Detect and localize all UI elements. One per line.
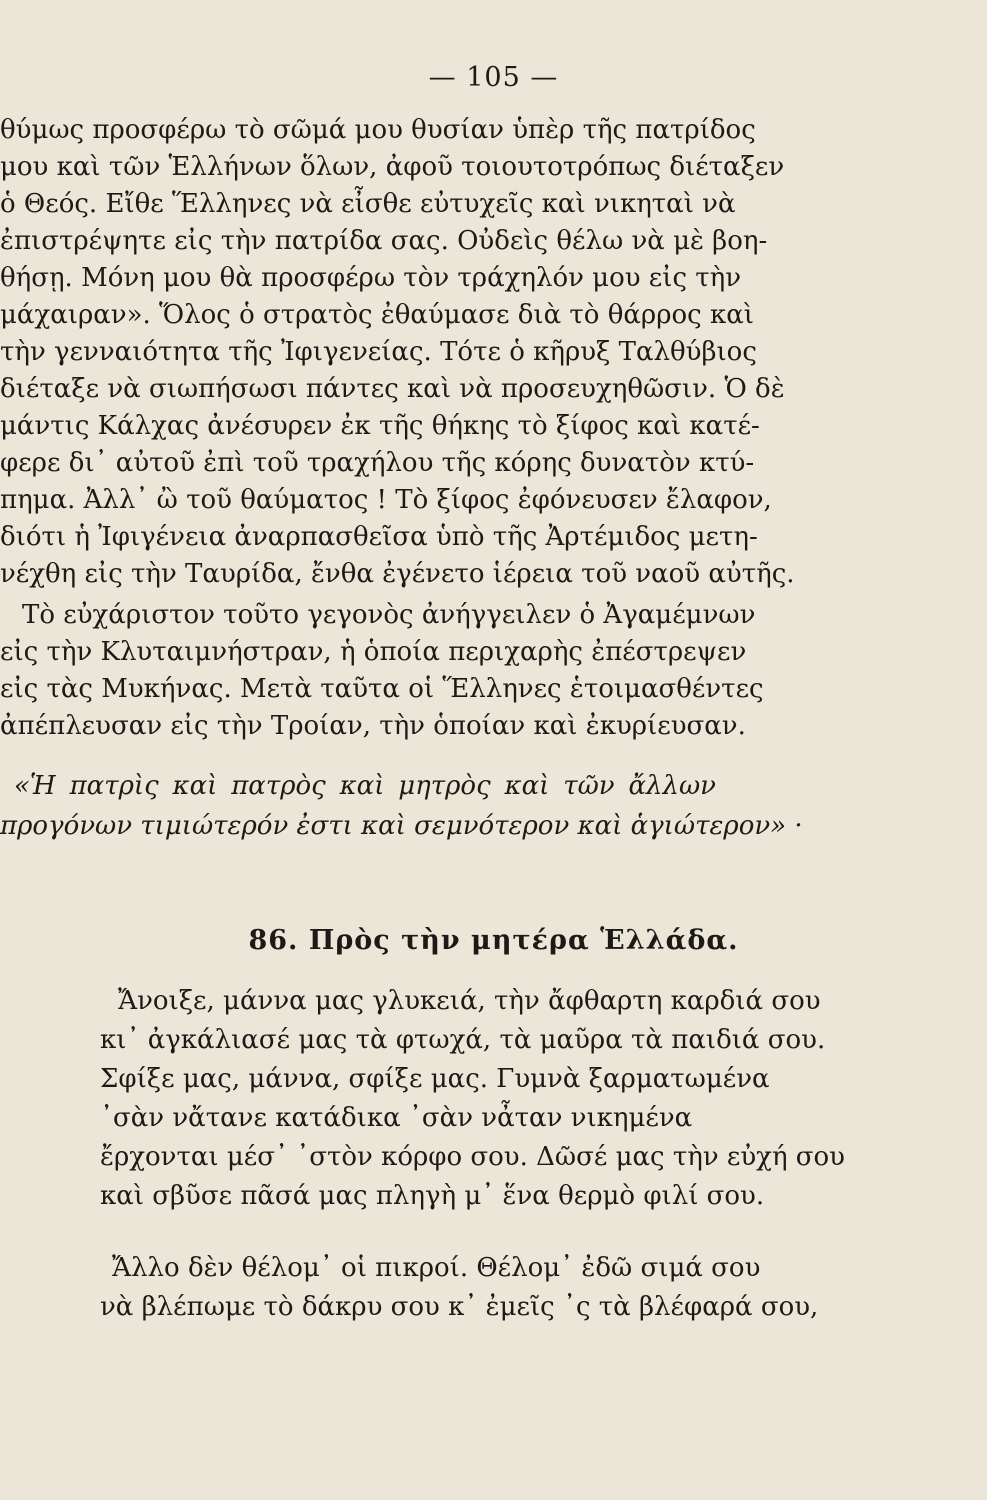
section-heading: 86. Πρὸς τὴν μητέρα Ἑλλάδα.: [248, 925, 739, 956]
poem-line: νὰ βλέπωμε τὸ δάκρυ σου κ᾽ ἐμεῖς ᾽ς τὰ βλέφαρά σου,: [100, 1292, 819, 1322]
prose-line: μου καὶ τῶν Ἑλλήνων ὅλων, ἀφοῦ τοιουτοτρόπως διέταξεν: [0, 152, 785, 182]
prose-line: Τὸ εὐχάριστον τοῦτο γεγονὸς ἀνήγγειλεν ὁ Ἀγαμέμνων: [22, 600, 756, 630]
prose-line: θήσῃ. Μόνη μου θὰ προσφέρω τὸν τράχηλόν μου εἰς τὴν: [0, 263, 742, 293]
prose-line: μάντις Κάλχας ἀνέσυρεν ἐκ τῆς θήκης τὸ ξίφος καὶ κατέ-: [0, 411, 760, 441]
poem-line: ἔρχονται μέσ᾽ ᾽στὸν κόρφο σου. Δῶσέ μας τὴν εὐχή σου: [100, 1142, 845, 1172]
quote-line: «Ἡ πατρὶς καὶ πατρὸς καὶ μητρὸς καὶ τῶν ἄλλων: [14, 771, 716, 801]
prose-line: τὴν γενναιότητα τῆς Ἰφιγενείας. Τότε ὁ κῆρυξ Ταλθύβιος: [0, 337, 757, 367]
prose-line: νέχθη εἰς τὴν Ταυρίδα, ἔνθα ἐγένετο ἱέρεια τοῦ ναοῦ αὐτῆς.: [0, 559, 795, 589]
prose-line: διέταξε νὰ σιωπήσωσι πάντες καὶ νὰ προσευχηθῶσιν. Ὁ δὲ: [0, 374, 785, 404]
poem-line: κι᾽ ἀγκάλιασέ μας τὰ φτωχά, τὰ μαῦρα τὰ παιδιά σου.: [100, 1025, 826, 1055]
poem-line: Ἄλλο δὲν θέλομ᾽ οἱ πικροί. Θέλομ᾽ ἐδῶ σιμά σου: [112, 1253, 761, 1283]
quote-line: προγόνων τιμιώτερόν ἐστι καὶ σεμνότερον καὶ ἁγιώτερον» ·: [0, 811, 803, 841]
prose-line: μάχαιραν». Ὅλος ὁ στρατὸς ἐθαύμασε διὰ τὸ θάρρος καὶ: [0, 300, 754, 330]
prose-line: ἀπέπλευσαν εἰς τὴν Τροίαν, τὴν ὁποίαν καὶ ἐκυρίευσαν.: [0, 711, 746, 741]
prose-line: εἰς τὴν Κλυταιμνήστραν, ἡ ὁποία περιχαρὴς ἐπέστρεψεν: [0, 637, 747, 667]
prose-line: θύμως προσφέρω τὸ σῶμά μου θυσίαν ὑπὲρ τῆς πατρίδος: [0, 115, 756, 145]
prose-line: εἰς τὰς Μυκήνας. Μετὰ ταῦτα οἱ Ἕλληνες ἑτοιμασθέντες: [0, 674, 764, 704]
poem-line: ᾽σὰν νἄτανε κατάδικα ᾽σὰν νἆταν νικημένα: [100, 1103, 693, 1133]
poem-line: Σφίξε μας, μάννα, σφίξε μας. Γυμνὰ ξαρματωμένα: [100, 1064, 770, 1094]
prose-line: φερε δι᾽ αὐτοῦ ἐπὶ τοῦ τραχήλου τῆς κόρης δυνατὸν κτύ-: [0, 448, 755, 478]
prose-line: ἐπιστρέψητε εἰς τὴν πατρίδα σας. Οὐδεὶς θέλω νὰ μὲ βοη-: [0, 226, 768, 256]
prose-line: διότι ἡ Ἰφιγένεια ἀναρπασθεῖσα ὑπὸ τῆς Ἀρτέμιδος μετη-: [0, 522, 758, 552]
prose-line: πημα. Ἀλλ᾽ ὢ τοῦ θαύματος ! Τὸ ξίφος ἐφόνευσεν ἔλαφον,: [0, 485, 772, 515]
poem-line: καὶ σβῦσε πᾶσά μας πληγὴ μ᾽ ἕνα θερμὸ φιλί σου.: [100, 1181, 765, 1211]
page-number: — 105 —: [428, 62, 559, 93]
poem-line: Ἄνοιξε, μάννα μας γλυκειά, τὴν ἄφθαρτη καρδιά σου: [118, 986, 821, 1016]
prose-line: ὁ Θεός. Εἴθε Ἕλληνες νὰ εἶσθε εὐτυχεῖς καὶ νικηταὶ νὰ: [0, 189, 736, 219]
